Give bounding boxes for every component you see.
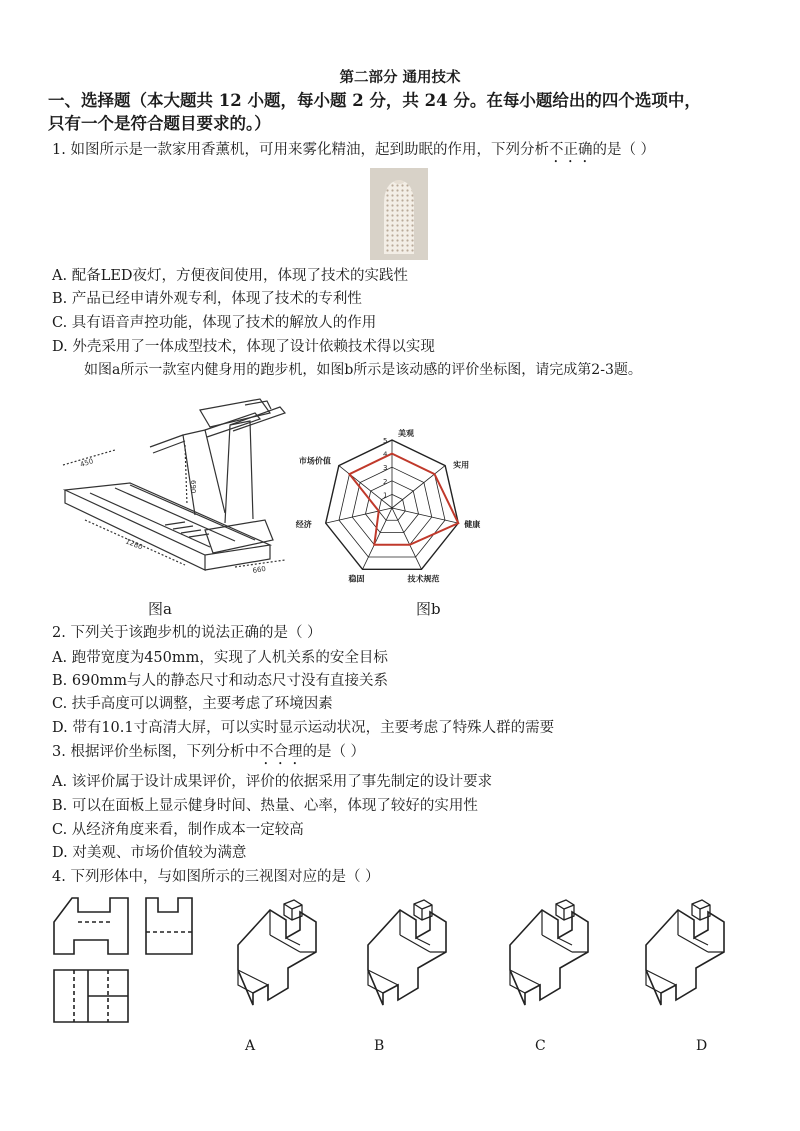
radar-axis-label-4: 技术规范 — [407, 574, 440, 584]
radar-axis-label-6: 经济 — [295, 520, 312, 530]
q4-label-d: D — [696, 1038, 708, 1054]
radar-tick-label-4: 4 — [383, 450, 388, 459]
three-view-drawing — [48, 892, 218, 1032]
q4-label-c: C — [535, 1038, 546, 1054]
radar-tick-label-2: 2 — [383, 477, 388, 486]
section-heading-line2: 只有一个是符合题目要求的。） — [48, 114, 271, 133]
page-title: 第二部分 通用技术 — [339, 69, 461, 86]
q3-stem-post: 的是（ ） — [302, 744, 366, 760]
dim-450: 450 — [79, 457, 95, 469]
isometric-options — [228, 900, 748, 1030]
q2-stem: 2. 下列关于该跑步机的说法正确的是（ ） — [52, 625, 322, 641]
evaluation-radar-chart — [295, 420, 500, 590]
q2-option-c: C. 扶手高度可以调整，主要考虑了环境因素 — [52, 696, 333, 712]
isometric-option-c[interactable] — [510, 900, 588, 1005]
q2-option-a: A. 跑带宽度为450mm，实现了人机关系的安全目标 — [52, 650, 388, 666]
radar-axis-label-2: 实用 — [453, 460, 470, 470]
dim-690: 690 — [189, 480, 197, 494]
isometric-option-d[interactable] — [646, 900, 724, 1005]
q3-stem — [52, 742, 365, 768]
radar-axis-label-3: 健康 — [464, 520, 481, 530]
q1-option-d: D. 外壳采用了一体成型技术，体现了设计依赖技术得以实现 — [52, 339, 435, 355]
section-heading-line1: 一、选择题（本大题共 12 小题，每小题 2 分，共 24 分。在每小题给出的四个选项中， — [48, 91, 701, 110]
q3-option-a: A. 该评价属于设计成果评价，评价的依据采用了事先制定的设计要求 — [52, 774, 493, 790]
q2-option-b: B. 690mm与人的静态尺寸和动态尺寸没有直接关系 — [52, 673, 389, 689]
radar-axis-label-1: 美观 — [398, 429, 414, 438]
fig-a-caption: 图a — [148, 600, 172, 618]
radar-spoke-4 — [392, 508, 422, 569]
radar-series-line — [349, 454, 458, 545]
q3-option-b: B. 可以在面板上显示健身时间、热量、心率，体现了较好的实用性 — [52, 798, 478, 814]
q4-stem: 4. 下列形体中，与如图所示的三视图对应的是（ ） — [52, 869, 380, 885]
isometric-option-a[interactable] — [238, 900, 316, 1005]
q1-stem-emphasis: 不正确 — [548, 142, 593, 158]
q3-stem-emphasis: 不合理 — [258, 744, 303, 760]
q2-option-d: D. 带有10.1寸高清大屏，可以实时显示运动状况，主要考虑了特殊人群的需要 — [52, 720, 555, 736]
isometric-option-b[interactable] — [368, 900, 446, 1005]
q1-stem-pre: 1. 如图所示是一款家用香薰机，可用来雾化精油，起到助眠的作用，下列分析 — [52, 142, 549, 158]
dim-1280: 1280 — [124, 537, 144, 552]
q3-option-c: C. 从经济角度来看，制作成本一定较高 — [52, 822, 304, 838]
radar-axis-label-5: 稳固 — [348, 574, 365, 584]
radar-tick-label-5: 5 — [383, 437, 388, 445]
radar-tick-label-3: 3 — [383, 464, 388, 473]
q1-stem — [52, 140, 655, 166]
treadmill-figure — [55, 395, 305, 590]
q2-3-intro: 如图a所示一款室内健身用的跑步机，如图b所示是该动感的评价坐标图，请完成第2-3题。 — [84, 362, 642, 378]
q1-option-a: A. 配备LED夜灯，方便夜间使用，体现了技术的实践性 — [52, 268, 409, 284]
q4-label-b: B — [374, 1038, 385, 1054]
q1-stem-post: 的是（ ） — [592, 142, 656, 158]
q1-option-c: C. 具有语音声控功能，体现了技术的解放人的作用 — [52, 315, 377, 331]
q4-label-a: A — [245, 1038, 256, 1054]
dim-660: 660 — [251, 564, 267, 575]
radar-tick-label-1: 1 — [383, 491, 388, 500]
fig-b-caption: 图b — [416, 600, 441, 618]
aroma-diffuser-image — [370, 168, 428, 260]
q3-stem-pre: 3. 根据评价坐标图，下列分析中 — [52, 744, 259, 760]
q1-option-b: B. 产品已经申请外观专利，体现了技术的专利性 — [52, 291, 362, 307]
radar-axis-label-7: 市场价值 — [298, 456, 331, 466]
q3-option-d: D. 对美观、市场价值较为满意 — [52, 845, 247, 861]
